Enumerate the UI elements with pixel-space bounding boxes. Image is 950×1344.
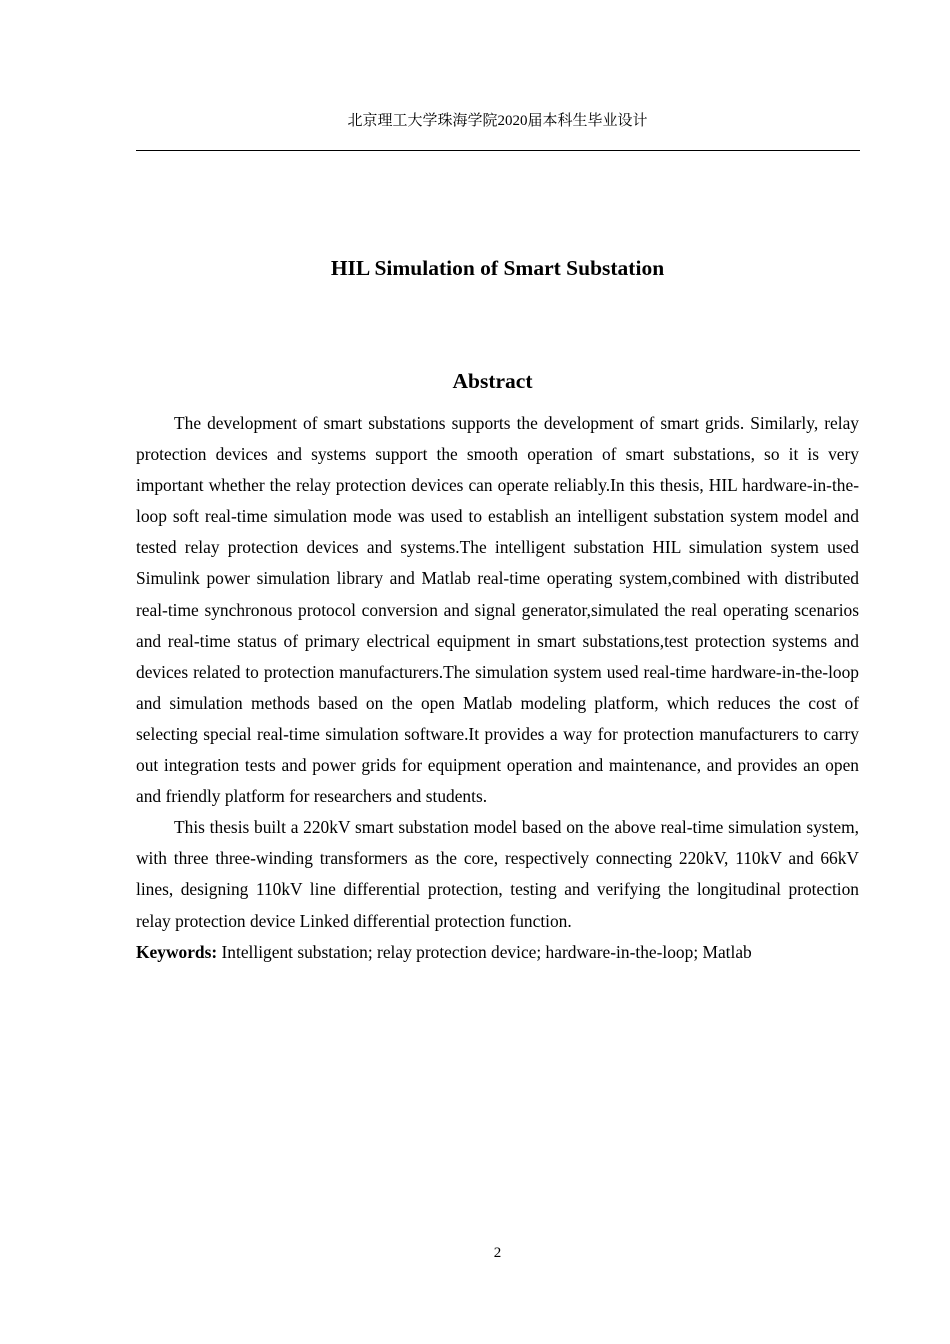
running-header: 北京理工大学珠海学院2020届本科生毕业设计 [347, 113, 648, 129]
keywords-line [136, 937, 859, 968]
thesis-title: HIL Simulation of Smart Substation [330, 256, 665, 280]
abstract-body [136, 408, 859, 968]
abstract-paragraph-1: The development of smart substations supports the development of smart grids. Similarly, relay protection devices and systems support the smooth operation of smart substations, so it is very important whether the relay protection devices can operate reliably.In this thesis, HIL hardware-in-the-loop soft real-time simulation mode was used to establish an intelligent substation system model and tested relay protection devices and systems.The intelligent substation HIL simulation system used Simulink power simulation library and Matlab real-time operating system,combined with distributed real-time synchronous protocol conversion and signal generator,simulated the real operating scenarios and real-time status of primary electrical equipment in smart substations,test protection systems and devices related to protection manufacturers.The simulation system used real-time hardware-in-the-loop and simulation methods based on the open Matlab modeling platform, which reduces the cost of selecting special real-time simulation software.It provides a way for protection manufacturers to carry out integration tests and power grids for equipment operation and maintenance, and provides an open and friendly platform for researchers and students. [136, 413, 859, 807]
page-number: 2 [493, 1245, 502, 1261]
abstract-paragraph-2: This thesis built a 220kV smart substation model based on the above real-time simulation system, with three three-winding transformers as the core, respectively connecting 220kV, 110kV and 66kV lines, designing 110kV line differential protection, testing and verifying the longitudinal protection relay protection device Linked differential protection function. [136, 817, 859, 931]
keywords-text: Intelligent substation; relay protection device; hardware-in-the-loop; Matlab [221, 941, 752, 962]
abstract-heading: Abstract [452, 369, 533, 393]
header-divider [136, 150, 860, 151]
keywords-label: Keywords: [136, 941, 218, 962]
